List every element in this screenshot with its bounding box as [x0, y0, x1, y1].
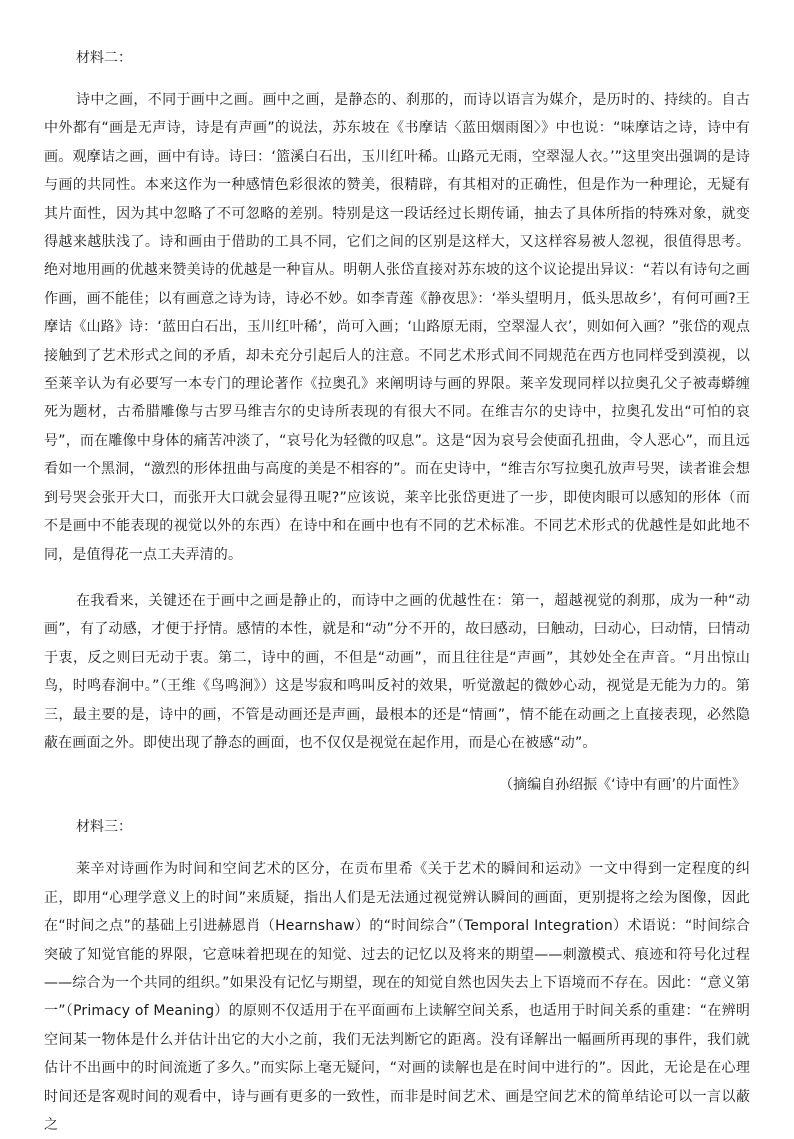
spacer: [44, 841, 750, 855]
material-three-heading: 材料三：: [76, 819, 132, 836]
spacer: [44, 569, 750, 587]
spacer: [44, 757, 750, 771]
material-two-heading: 材料二：: [76, 50, 132, 66]
spacer: [44, 799, 750, 813]
material-two-source: （摘编自孙绍振《‘诗中有画’的片面性》: [499, 777, 746, 794]
spacer: [44, 72, 750, 86]
material-two-paragraph-1: 诗中之画，不同于画中之画。画中之画，是静态的、刹那的，而诗以语言为媒介，是历时的、持续的。自古中外都有“画是无声诗，诗是有声画”的说法，苏东坡在《书摩诘〈蓝田烟雨图〉》中也说：“味摩诘之诗，诗中有画。观摩诘之画，画中有诗。诗曰：‘篮溪白石出，玉川红叶稀。山路元无雨，空翠湿人衣。’”这里突出强调的是诗与画的共同性。本来这作为一种感情色彩很浓的赞美，很精辟，有其相对的正确性，但是作为一种理论，无疑有其片面性，因为其中忽略了不可忽略的差别。特别是这一段话经过长期传诵，抽去了具体所指的特殊对象，就变得越来越肤浅了。诗和画由于借助的工具不同，它们之间的区别是这样大，又这样容易被人忽视，很值得思考。绝对地用画的优越来赞美诗的优越是一种盲从。明朝人张岱直接对苏东坡的这个议论提出异议：“若以有诗句之画作画，画不能佳；以有画意之诗为诗，诗必不妙。如李青莲《静夜思》：‘举头望明月，低头思故乡’，有何可画?王摩诘《山路》诗：‘蓝田白石出，玉川红叶稀’，尚可入画；‘山路原无雨，空翠湿人衣’，则如何入画？”张岱的观点接触到了艺术形式之间的矛盾，却未充分引起后人的注意。不同艺术形式间不同规范在西方也同样受到漠视，以至莱辛认为有必要写一本专门的理论著作《拉奥孔》来阐明诗与画的界限。莱辛发现同样以拉奥孔父子被毒蟒缠死为题材，古希腊雕像与古罗马维吉尔的史诗所表现的有很大不同。在维吉尔的史诗中，拉奥孔发出“可怕的哀号”，而在雕像中身体的痛苦冲淡了，“哀号化为轻微的叹息”。这是“因为哀号会使面孔扭曲，令人恶心”，而且远看如一个黑洞，“激烈的形体扭曲与高度的美是不相容的”。而在史诗中，“维吉尔写拉奥孔放声号哭，读者谁会想到号哭会张开大口，而张开大口就会显得丑呢?”应该说，莱辛比张岱更进了一步，即使肉眼可以感知的形体（而不是画中不能表现的视觉以外的东西）在诗中和在画中也有不同的艺术标准。不同艺术形式的优越性是如此地不同，是值得花一点工夫弄清的。: [44, 92, 750, 563]
material-three-paragraph: 莱辛对诗画作为时间和空间艺术的区分，在贡布里希《关于艺术的瞬间和运动》一文中得到一定程度的纠正，即用“心理学意义上的时间”来质疑，指出人们是无法通过视觉辨认瞬间的画面，更别提将之绘为图像，因此在“时间之点”的基础上引进赫恩肖（Hearnshaw）的“时间综合”（Temporal Integration）术语说：“时间综合突破了知觉官能的界限，它意味着把现在的知觉、过去的记忆以及将来的期望——刺激模式、痕迹和符号化过程——综合为一个共同的组织。”如果没有记忆与期望，现在的知觉自然也因失去上下语境而不存在。因此：“意义第一”（Primacy of Meaning）的原则不仅适用于在平面画布上读解空间关系，也适用于时间关系的重建：“在辨明空间某一物体是什么并估计出它的大小之前，我们无法判断它的距离。没有译解出一幅画所再现的事件，我们就估计不出画中的时间流逝了多久。”而实际上毫无疑问，“对画的读解也是在时间中进行的”。因此，无论是在心理时间还是客观时间的观看中，诗与画有更多的一致性，而非是时间艺术、画是空间艺术的简单结论可以一言以蔽之: [44, 861, 750, 1133]
material-two-paragraph-2: 在我看来，关键还在于画中之画是静止的，而诗中之画的优越性在：第一，超越视觉的刹那，成为一种“动画”，有了动感，才便于抒情。感情的本性，就是和“动”分不开的，故曰感动，曰触动，曰动心，曰动情，曰情动于衷，反之则曰无动于衷。第二，诗中的画，不但是“动画”，而且往往是“声画”，其妙处全在声音。“月出惊山鸟，时鸣春涧中。”（王维《鸟鸣涧》）这是岑寂和鸣叫反衬的效果，听觉激起的微妙心动，视觉是无能为力的。第三，最主要的是，诗中的画，不管是动画还是声画，最根本的还是“情画”，情不能在动画之上直接表现，必然隐蔽在画面之外。即使出现了静态的画面，也不仅仅是视觉在起作用，而是心在被感“动”。: [44, 592, 750, 751]
